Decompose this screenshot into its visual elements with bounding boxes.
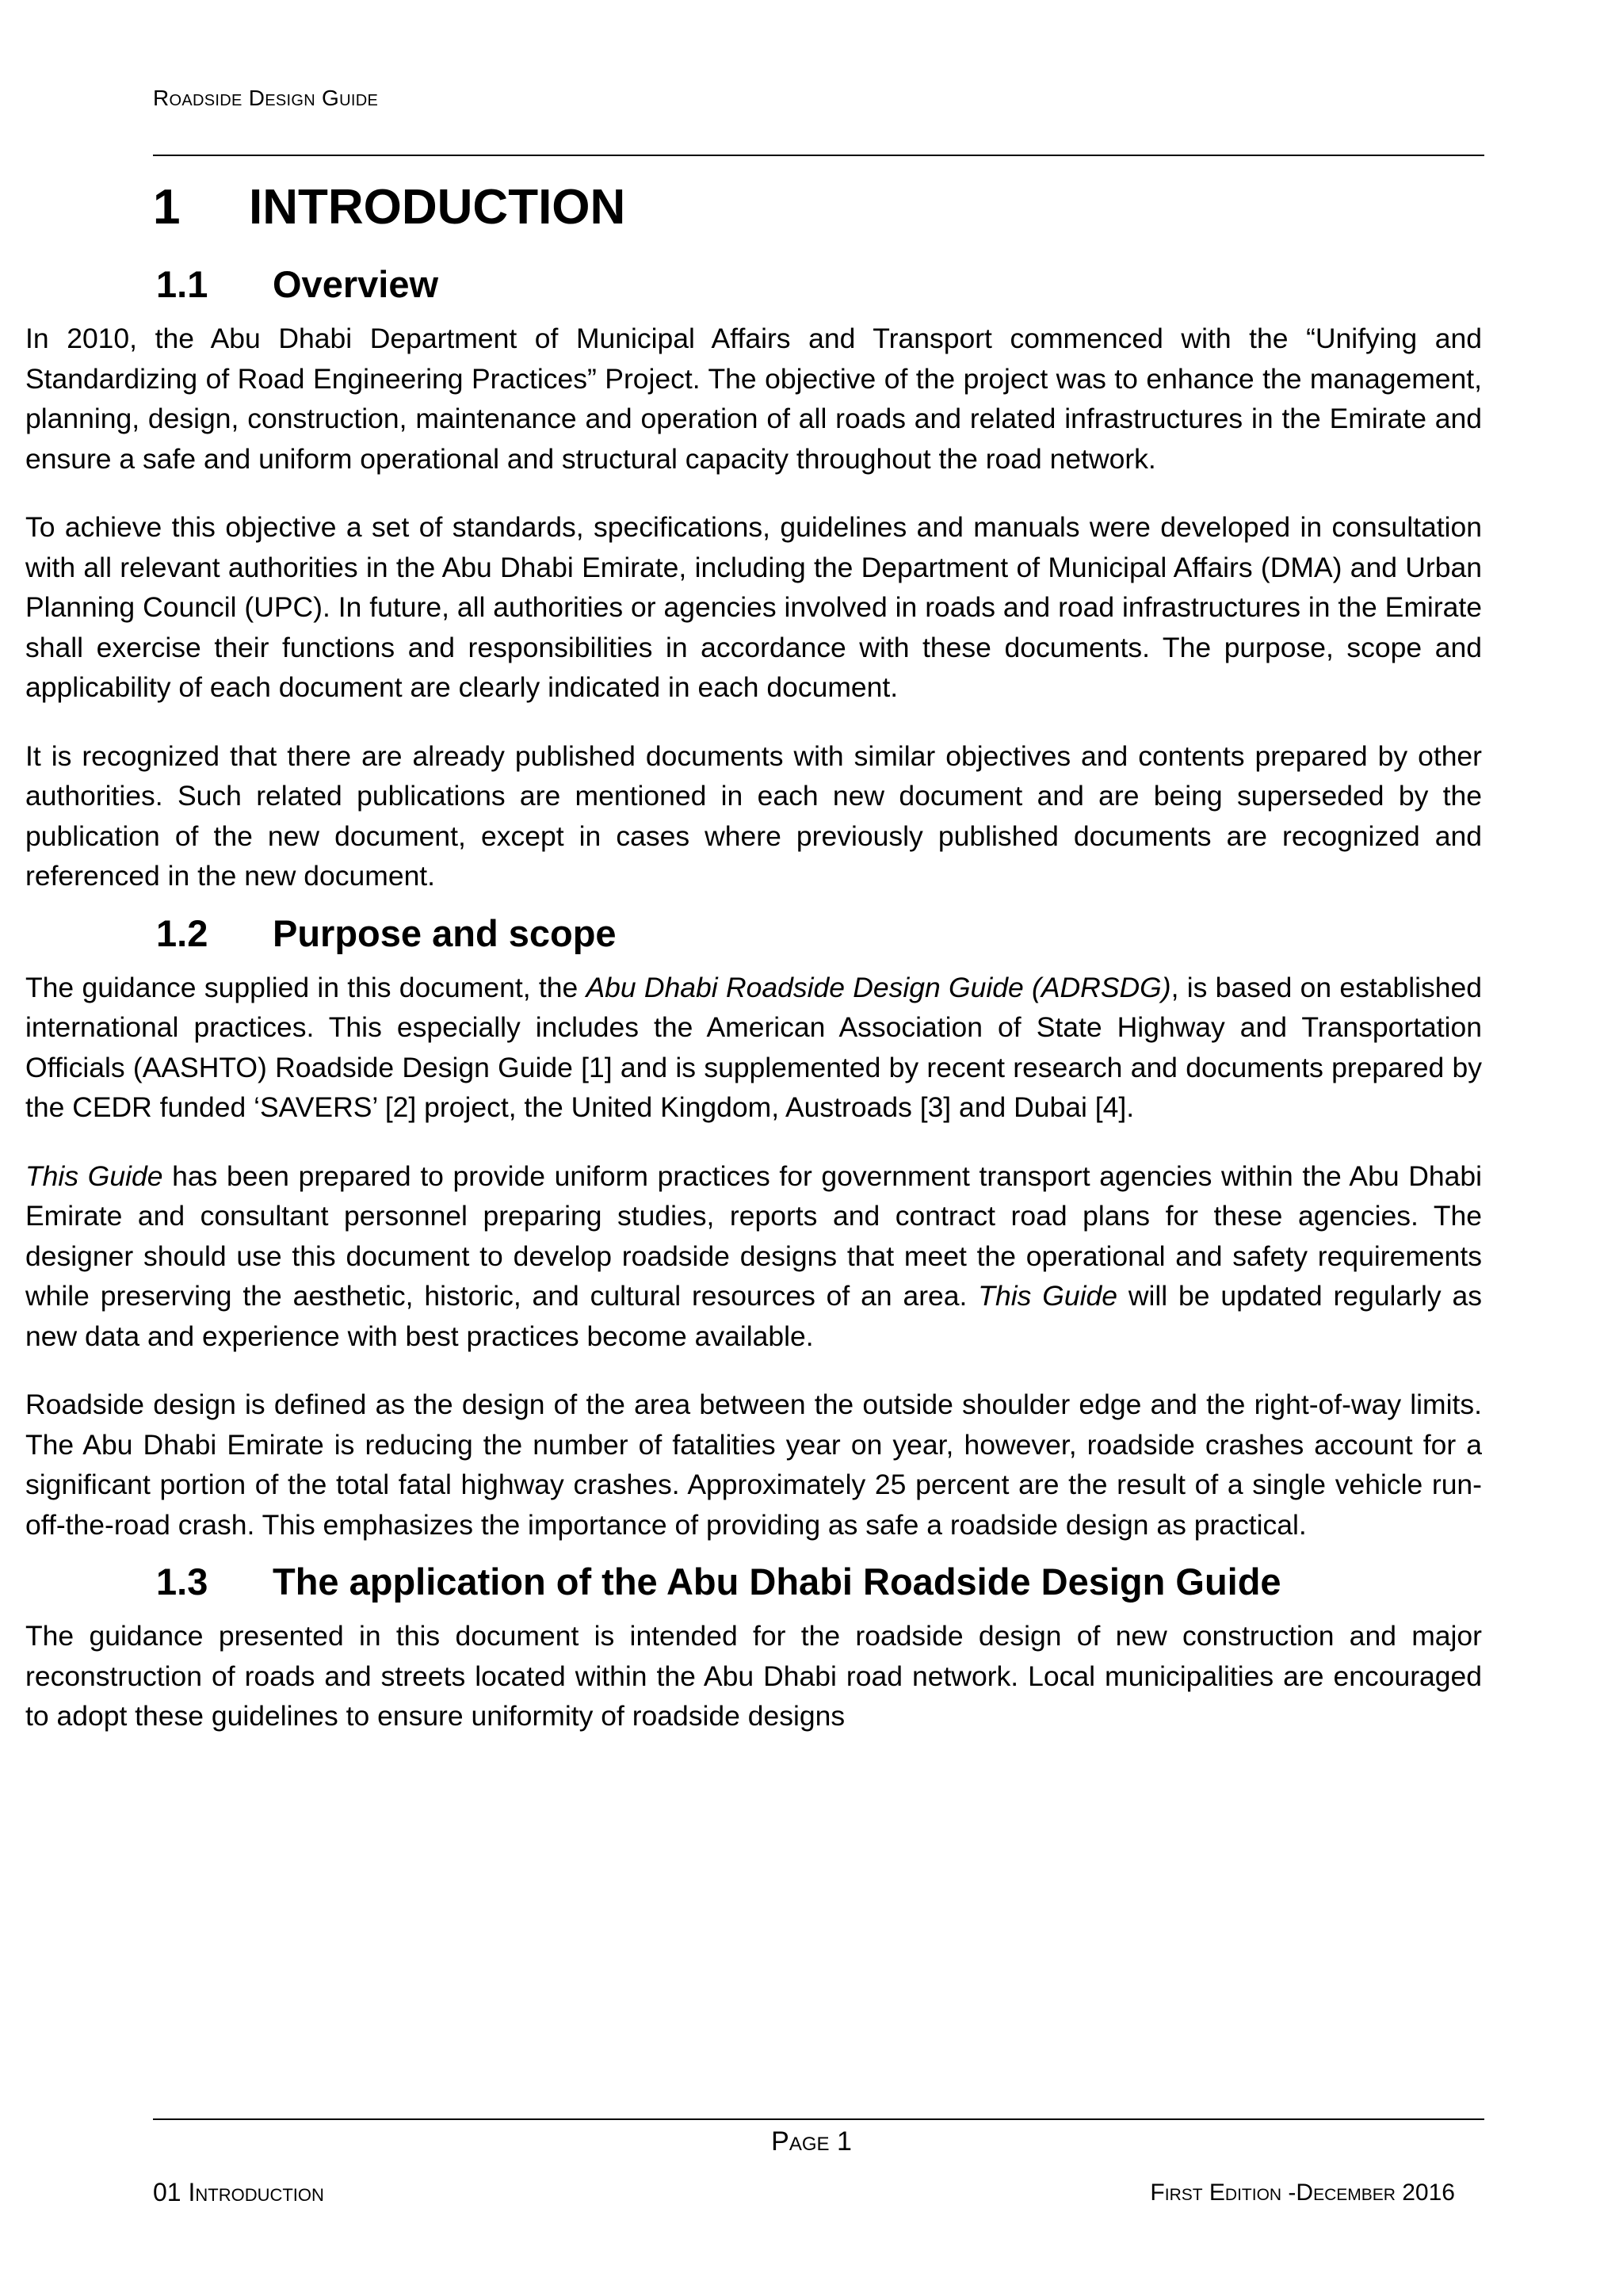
section-number: 1.1	[156, 263, 208, 305]
paragraph	[25, 1156, 1482, 1357]
chapter-number: 1	[153, 180, 181, 235]
section-heading-overview	[25, 257, 1482, 312]
footer-edition: First Edition -December 2016	[1150, 2179, 1455, 2206]
text-run: The guidance supplied in this document, the	[25, 971, 586, 1003]
text-run: , is based on established international practices. This especially includes the American Association of State Highway and Transportation Officials (AASHTO) Roadside Design Guide [1] and is supplemented by recent research and documents prepared by the CEDR funded ‘SAVERS’ [2] project, the United Kingdom, Austroads [3] and Dubai [4].	[25, 971, 1483, 1123]
footer-rule	[153, 2118, 1484, 2120]
section-number: 1.3	[156, 1561, 208, 1603]
text-run: has been prepared to provide uniform practices for government transport agencies within the Abu Dhabi Emirate and consultant personnel preparing studies, reports and contract road plans for these agencies. The designer should use this document to develop roadside designs that meet the operational and safety requirements while preserving the aesthetic, historic, and cultural resources of an area.	[25, 1159, 1482, 1312]
guide-reference-italic: This Guide	[978, 1280, 1117, 1312]
document-body	[25, 159, 1482, 1736]
guide-reference-italic: This Guide	[25, 1159, 163, 1192]
paragraph: It is recognized that there are already published documents with similar objectives and contents prepared by other authorities. Such related publications are mentioned in each new document and are being superseded by the publication of the new document, except in cases where previously published documents are recognized and referenced in the new document.	[25, 739, 1482, 892]
paragraph: To achieve this objective a set of standards, specifications, guidelines and manuals were developed in consultation with all relevant authorities in the Abu Dhabi Emirate, including the Department of Municipal Affairs (DMA) and Urban Planning Council (UPC). In future, all authorities or agencies involved in roads and road infrastructures in the Emirate shall exercise their functions and responsibilities in accordance with these documents. The purpose, scope and applicability of each document are clearly indicated in each document.	[25, 511, 1482, 703]
section-title: The application of the Abu Dhabi Roadside Design Guide	[273, 1561, 1281, 1603]
header-rule	[153, 155, 1484, 156]
section-heading-application	[25, 1554, 1482, 1610]
chapter-heading	[25, 168, 1482, 247]
section-title: Overview	[273, 263, 439, 305]
text-run: will be updated regularly as new data and experience with best practices become available.	[25, 1280, 1483, 1352]
document-title-italic: Abu Dhabi Roadside Design Guide (ADRSDG)	[586, 971, 1171, 1003]
paragraph: The guidance presented in this document is intended for the roadside design of new construction and major reconstruction of roads and streets located within the Abu Dhabi road network. Local municipalities are encouraged to adopt these guidelines to ensure uniformity of roadside designs	[25, 1620, 1482, 1732]
paragraph: In 2010, the Abu Dhabi Department of Municipal Affairs and Transport commenced with the “Unifying and Standardizing of Road Engineering Practices” Project. The objective of the project was to enhance the management, planning, design, construction, maintenance and operation of all roads and related infrastructures in the Emirate and ensure a safe and uniform operational and structural capacity throughout the road network.	[25, 323, 1482, 475]
chapter-title: INTRODUCTION	[249, 180, 626, 235]
paragraph	[25, 968, 1482, 1128]
footer-chapter: 01 Introduction	[153, 2178, 324, 2206]
paragraph: Roadside design is defined as the design of the area between the outside shoulder edge and the right-of-way limits. The Abu Dhabi Emirate is reducing the number of fatalities year on year, however, roadside crashes account for a significant portion of the total fatal highway crashes. Approximately 25 percent are the result of a single vehicle run-off-the-road crash. This emphasizes the importance of providing as safe a roadside design as practical.	[25, 1389, 1482, 1541]
section-title: Purpose and scope	[273, 911, 617, 954]
section-heading-purpose	[25, 906, 1482, 961]
page-number: Page 1	[771, 2126, 852, 2157]
section-number: 1.2	[156, 911, 208, 954]
running-header: Roadside Design Guide	[153, 86, 379, 110]
